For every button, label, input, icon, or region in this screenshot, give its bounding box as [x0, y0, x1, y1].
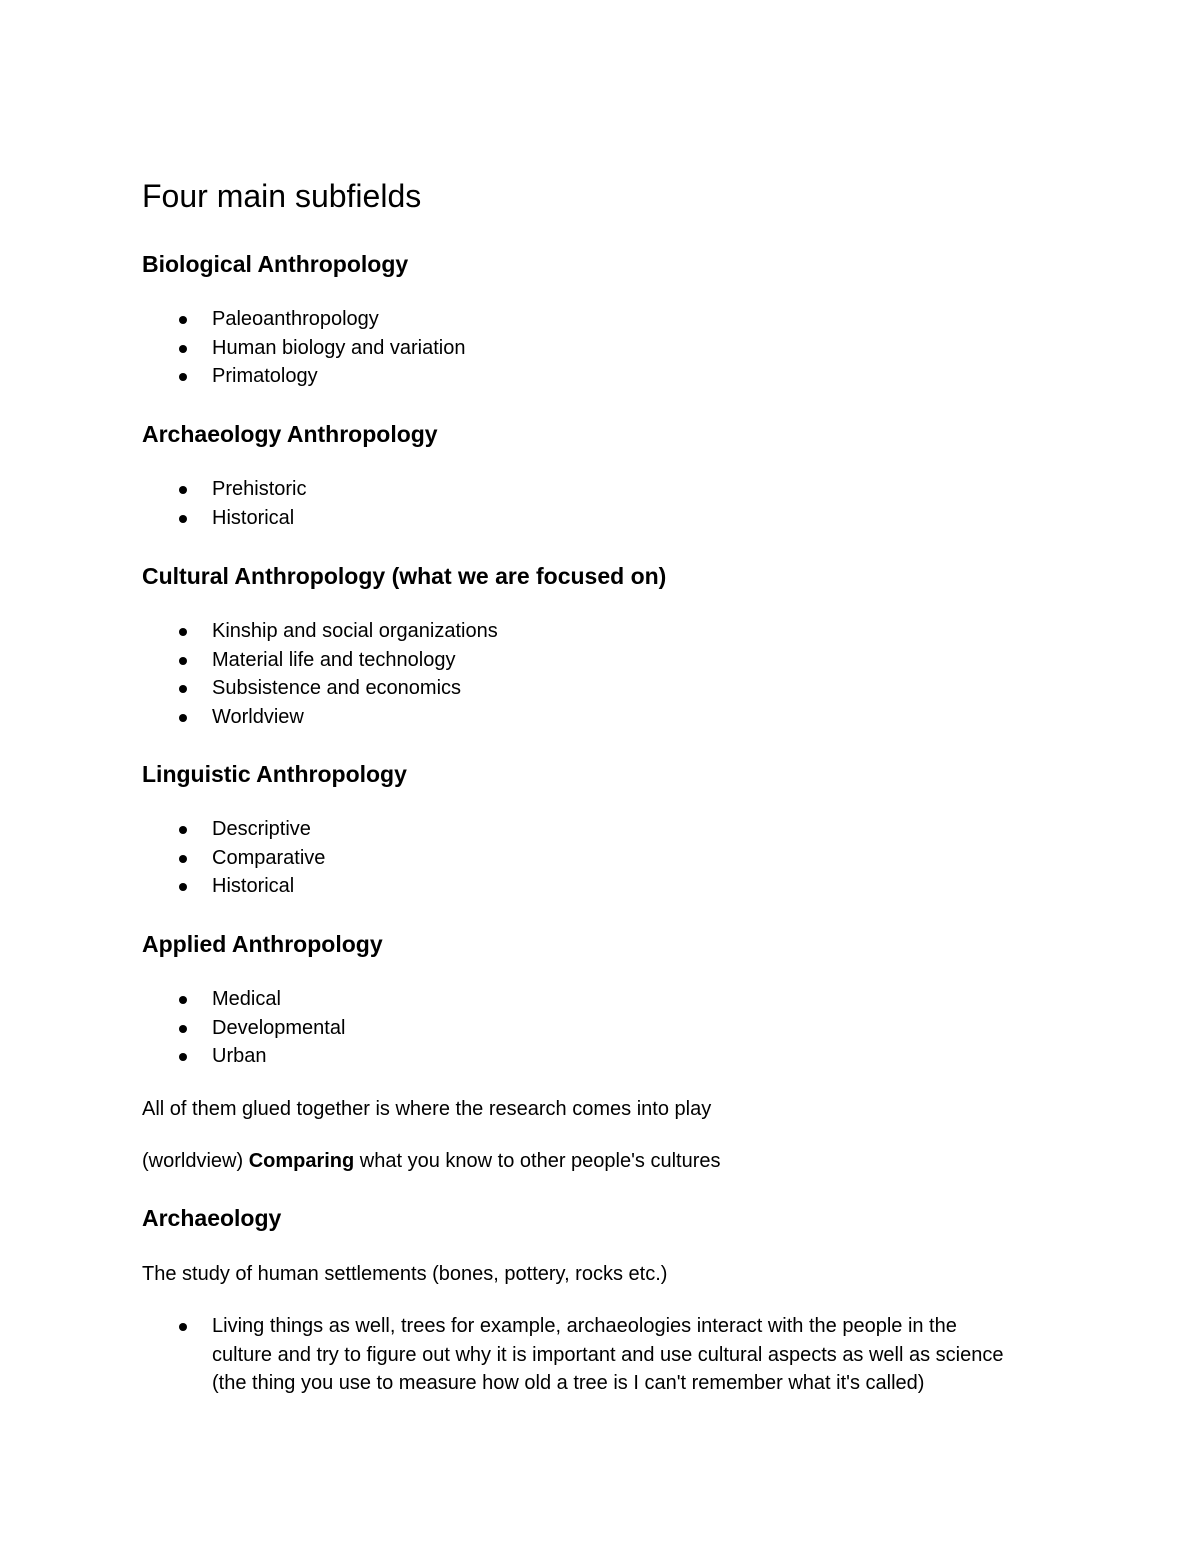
list-item: Human biology and variation: [142, 334, 466, 363]
list-cultural: [142, 617, 498, 731]
bullet-icon: [179, 1025, 187, 1033]
section-heading-cultural: Cultural Anthropology (what we are focused on): [142, 563, 667, 589]
list-item: Descriptive: [142, 815, 325, 844]
list-item: Kinship and social organizations: [142, 617, 498, 646]
list-item: Historical: [142, 504, 306, 533]
paragraph-glued: All of them glued together is where the research comes into play: [142, 1098, 712, 1120]
list-archaeology-anthropology: [142, 475, 306, 532]
list-item: Medical: [142, 985, 345, 1014]
list-item: Primatology: [142, 362, 466, 391]
list-applied: [142, 985, 345, 1071]
list-biological: [142, 305, 466, 391]
section-heading-archaeology: Archaeology: [142, 1205, 282, 1231]
list-item: Urban: [142, 1042, 345, 1071]
bullet-icon: [179, 316, 187, 324]
bullet-icon: [179, 685, 187, 693]
bullet-icon: [179, 657, 187, 665]
list-archaeology: [142, 1312, 1022, 1398]
list-item: Paleoanthropology: [142, 305, 466, 334]
page-title: Four main subfields: [142, 178, 422, 214]
bullet-icon: [179, 996, 187, 1004]
bullet-icon: [179, 345, 187, 353]
bullet-icon: [179, 628, 187, 636]
section-heading-biological: Biological Anthropology: [142, 251, 409, 277]
bullet-icon: [179, 855, 187, 863]
bullet-icon: [179, 515, 187, 523]
section-heading-linguistic: Linguistic Anthropology: [142, 761, 407, 787]
bullet-icon: [179, 373, 187, 381]
list-item: Comparative: [142, 844, 325, 873]
section-heading-archaeology-anthropology: Archaeology Anthropology: [142, 421, 438, 447]
list-item: Material life and technology: [142, 646, 498, 675]
list-item: Historical: [142, 872, 325, 901]
list-linguistic: [142, 815, 325, 901]
section-heading-applied: Applied Anthropology: [142, 931, 383, 957]
bullet-icon: [179, 714, 187, 722]
list-item: Subsistence and economics: [142, 674, 498, 703]
bullet-icon: [179, 826, 187, 834]
list-item: Worldview: [142, 703, 498, 732]
list-item: Prehistoric: [142, 475, 306, 504]
list-item: Developmental: [142, 1014, 345, 1043]
list-item: Living things as well, trees for example, archaeologies interact with the people in the culture and try to figure out why it is important and use cultural aspects as well as science (the thing you use to measure how old a tree is I can't remember what it's called): [142, 1312, 1022, 1398]
bullet-icon: [179, 1053, 187, 1061]
paragraph-archaeology-intro: The study of human settlements (bones, pottery, rocks etc.): [142, 1263, 668, 1285]
bullet-icon: [179, 883, 187, 891]
paragraph-worldview: (worldview) Comparing what you know to other people's cultures: [142, 1150, 721, 1172]
bullet-icon: [179, 486, 187, 494]
bullet-icon: [179, 1323, 187, 1331]
